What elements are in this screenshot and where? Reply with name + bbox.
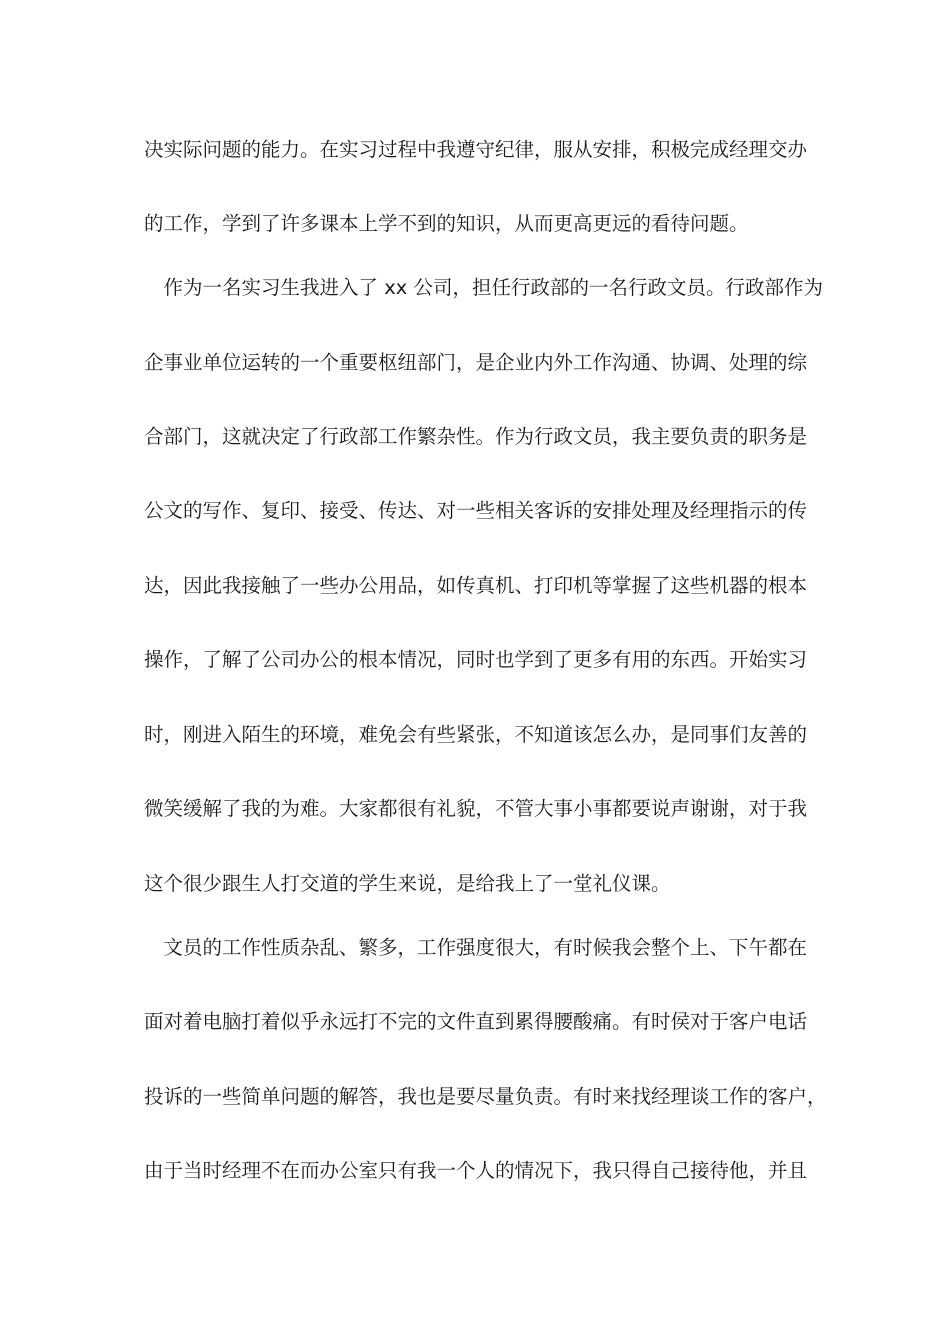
text-line: 决实际问题的能力。在实习过程中我遵守纪律，服从安排，积极完成经理交办 [144, 138, 808, 161]
text-line: 文员的工作性质杂乱、繁多，工作强度很大，有时候我会整个上、下午都在 [144, 936, 808, 959]
text-line: 的工作，学到了许多课本上学不到的知识，从而更高更远的看待问题。 [144, 212, 749, 235]
text-line: 面对着电脑打着似乎永远打不完的文件直到累得腰酸痛。有时侯对于客户电话 [144, 1010, 808, 1033]
text-line: 合部门，这就决定了行政部工作繁杂性。作为行政文员，我主要负责的职务是 [144, 425, 808, 448]
text-line: 达，因此我接触了一些办公用品，如传真机、打印机等掌握了这些机器的根本 [144, 574, 808, 597]
text-line: 由于当时经理不在而办公室只有我一个人的情况下，我只得自己接待他，并且 [144, 1159, 808, 1182]
text-line: 投诉的一些简单问题的解答，我也是要尽量负责。有时来找经理谈工作的客户， [144, 1085, 827, 1108]
text-line: 微笑缓解了我的为难。大家都很有礼貌，不管大事小事都要说声谢谢，对于我 [144, 797, 808, 820]
text-line: 这个很少跟生人打交道的学生来说，是给我上了一堂礼仪课。 [144, 872, 671, 895]
text-line: 公文的写作、复印、接受、传达、对一些相关客诉的安排处理及经理指示的传 [144, 499, 808, 522]
text-line: 操作，了解了公司办公的根本情况，同时也学到了更多有用的东西。开始实习 [144, 648, 808, 671]
text-line: 作为一名实习生我进入了 xx 公司，担任行政部的一名行政文员。行政部作为 [144, 276, 823, 299]
text-line: 时，刚进入陌生的环境，难免会有些紧张，不知道该怎么办，是同事们友善的 [144, 723, 808, 746]
text-line: 企事业单位运转的一个重要枢纽部门，是企业内外工作沟通、协调、处理的综 [144, 351, 808, 374]
